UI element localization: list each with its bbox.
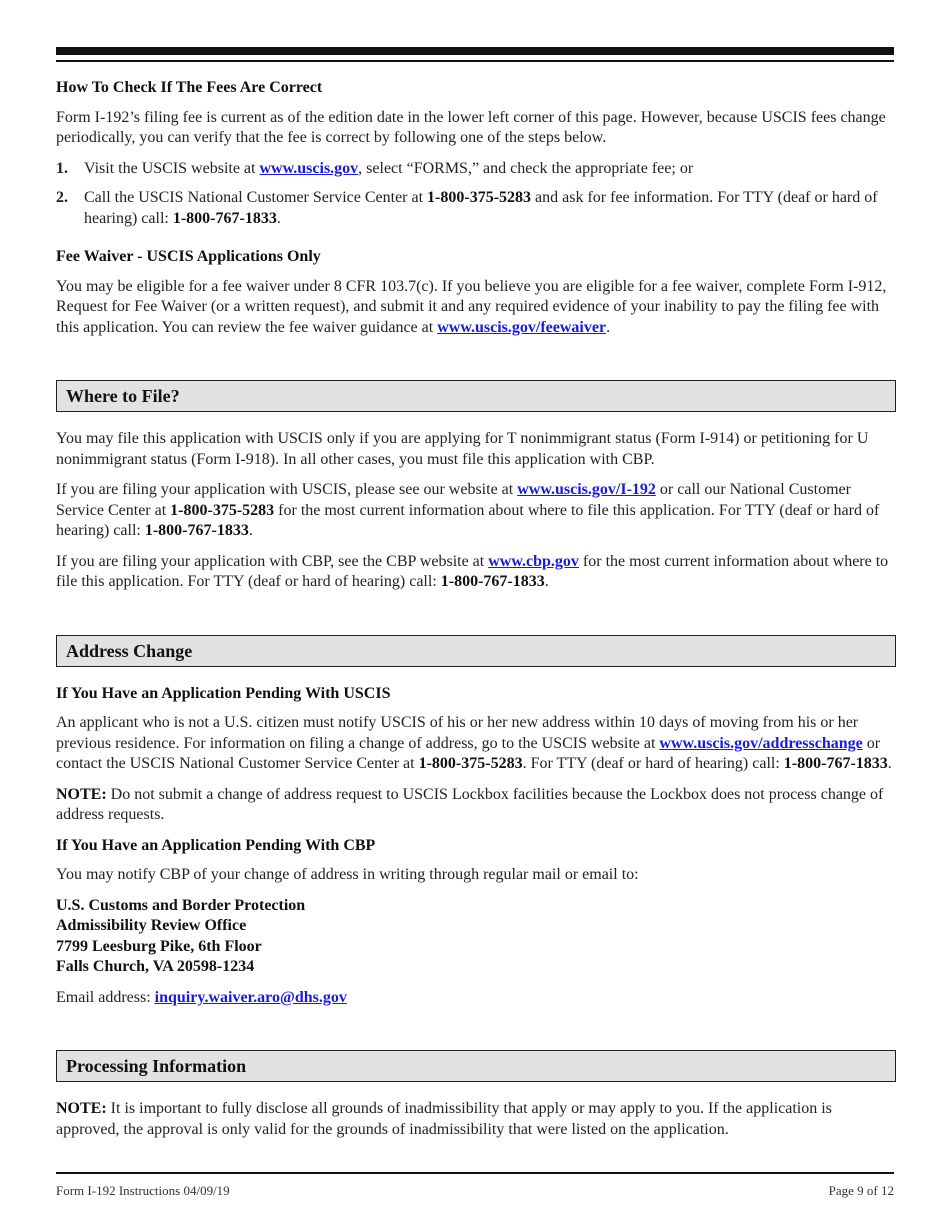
uscis-website-link[interactable]: www.uscis.gov bbox=[259, 159, 359, 177]
note-text: It is important to fully disclose all grounds of inadmissibility that apply or may apply to you. If the application is approved, the approval is only valid for the grounds of inadmissibility that were listed on the application. bbox=[56, 1100, 832, 1138]
text-part: . bbox=[248, 522, 253, 539]
note-text: Do not submit a change of address request to USCIS Lockbox facilities because the Lockbox does not process change of address requests. bbox=[56, 785, 884, 823]
fee-waiver-text bbox=[56, 277, 896, 339]
footer-rule bbox=[56, 1172, 894, 1174]
phone-number: 1-800-375-5283 bbox=[427, 189, 532, 206]
fee-waiver-link[interactable]: www.uscis.gov/feewaiver bbox=[437, 318, 607, 336]
text-part: If you are filing your application with CBP, see the CBP website at bbox=[56, 552, 489, 570]
page-content bbox=[56, 78, 896, 1150]
tty-number: 1-800-767-1833 bbox=[172, 209, 277, 227]
where-paragraph-1: You may file this application with USCIS only if you are applying for T nonimmigrant status (Form I-914) or petitioning for U nonimmigrant status (Form I-918). In all other cases, you must file this application with CBP. bbox=[56, 430, 869, 468]
top-thin-rule bbox=[56, 60, 894, 62]
fees-intro: Form I-192’s filing fee is current as of the edition date in the lower left corner of this page. However, because USCIS fees change periodically, you can verify that the fee is correct by following one of the steps below. bbox=[56, 108, 886, 146]
step-text-part: . bbox=[276, 209, 281, 227]
fee-steps-list bbox=[56, 159, 896, 230]
footer-page-number: Page 9 of 12 bbox=[828, 1183, 894, 1198]
address-line: 7799 Leesburg Pike, 6th Floor bbox=[56, 937, 262, 955]
fees-heading: How To Check If The Fees Are Correct bbox=[56, 79, 323, 96]
where-paragraph-3 bbox=[56, 552, 896, 593]
note-label: NOTE: bbox=[56, 1100, 107, 1117]
lockbox-note bbox=[56, 785, 896, 826]
where-to-file-header: Where to File? bbox=[56, 380, 896, 412]
step-text bbox=[84, 188, 896, 229]
text-part: If you are filing your application with USCIS, please see our website at bbox=[56, 481, 518, 498]
waiver-text-part: . bbox=[606, 318, 611, 336]
text-part: . bbox=[544, 573, 549, 590]
step-text-part: and ask for fee information. For TTY (deaf or hard of hearing) call: bbox=[84, 189, 878, 227]
step-text-part: , select “FORMS,” and check the appropriate fee; or bbox=[358, 159, 694, 177]
text-part: An applicant who is not a U.S. citizen must notify USCIS of his or her new address within 10 days of moving from his or her previous residence. For information on filing a change of address, go to the USCIS website at bbox=[56, 714, 859, 752]
processing-note bbox=[56, 1099, 896, 1140]
uscis-i192-link[interactable]: www.uscis.gov/I-192 bbox=[517, 481, 656, 498]
processing-information-header: Processing Information bbox=[56, 1050, 896, 1082]
address-line: Falls Church, VA 20598-1234 bbox=[56, 958, 255, 975]
where-paragraph-2 bbox=[56, 480, 896, 542]
text-part: for the most current information about where to file this application. For TTY (deaf or hard of hearing) call: bbox=[56, 552, 889, 590]
text-part: . For TTY (deaf or hard of hearing) call: bbox=[522, 755, 784, 772]
email-line bbox=[56, 988, 896, 1009]
fee-step-1 bbox=[56, 159, 896, 180]
address-change-link[interactable]: www.uscis.gov/addresschange bbox=[659, 734, 863, 752]
phone-number: 1-800-375-5283 bbox=[170, 501, 275, 519]
cbp-pending-heading: If You Have an Application Pending With CBP bbox=[56, 836, 376, 854]
uscis-pending-heading: If You Have an Application Pending With USCIS bbox=[56, 684, 391, 702]
waiver-text-part: You may be eligible for a fee waiver under 8 CFR 103.7(c). If you believe you are eligible for a fee waiver, complete Form I-912, Request for Fee Waiver (or a written request), and submit it and any required evidence of your inability to pay the filing fee with this application. You can review the fee waiver guidance at bbox=[56, 277, 887, 336]
step-text-part: Call the USCIS National Customer Service Center at bbox=[84, 189, 428, 206]
address-change-header: Address Change bbox=[56, 635, 896, 667]
tty-number: 1-800-767-1833 bbox=[440, 573, 545, 590]
text-part: or call our National Customer Service Center at bbox=[56, 481, 851, 519]
step-number: 1. bbox=[56, 159, 68, 177]
text-part: or contact the USCIS National Customer Service Center at bbox=[56, 734, 881, 772]
footer-form-edition: Form I-192 Instructions 04/09/19 bbox=[56, 1183, 230, 1198]
cbp-email-link[interactable]: inquiry.waiver.aro@dhs.gov bbox=[154, 988, 347, 1006]
uscis-address-text bbox=[56, 713, 896, 775]
email-label: Email address: bbox=[56, 988, 155, 1006]
fee-step-2 bbox=[56, 188, 896, 229]
text-part: . bbox=[887, 755, 892, 772]
note-label: NOTE: bbox=[56, 785, 107, 803]
step-number: 2. bbox=[56, 189, 68, 206]
cbp-mailing-address bbox=[56, 896, 896, 978]
step-text bbox=[84, 159, 896, 180]
cbp-address-text: You may notify CBP of your change of address in writing through regular mail or email to: bbox=[56, 866, 639, 883]
text-part: for the most current information about where to file this application. For TTY (deaf or hard of hearing) call: bbox=[56, 501, 880, 539]
step-text-part: Visit the USCIS website at bbox=[84, 159, 260, 177]
tty-number: 1-800-767-1833 bbox=[144, 522, 249, 539]
address-line: Admissibility Review Office bbox=[56, 917, 247, 934]
fee-waiver-heading: Fee Waiver - USCIS Applications Only bbox=[56, 248, 321, 265]
phone-number: 1-800-375-5283 bbox=[418, 755, 523, 772]
tty-number: 1-800-767-1833 bbox=[783, 755, 888, 772]
top-thick-rule bbox=[56, 47, 894, 55]
address-line: U.S. Customs and Border Protection bbox=[56, 896, 306, 914]
cbp-website-link[interactable]: www.cbp.gov bbox=[488, 552, 579, 570]
